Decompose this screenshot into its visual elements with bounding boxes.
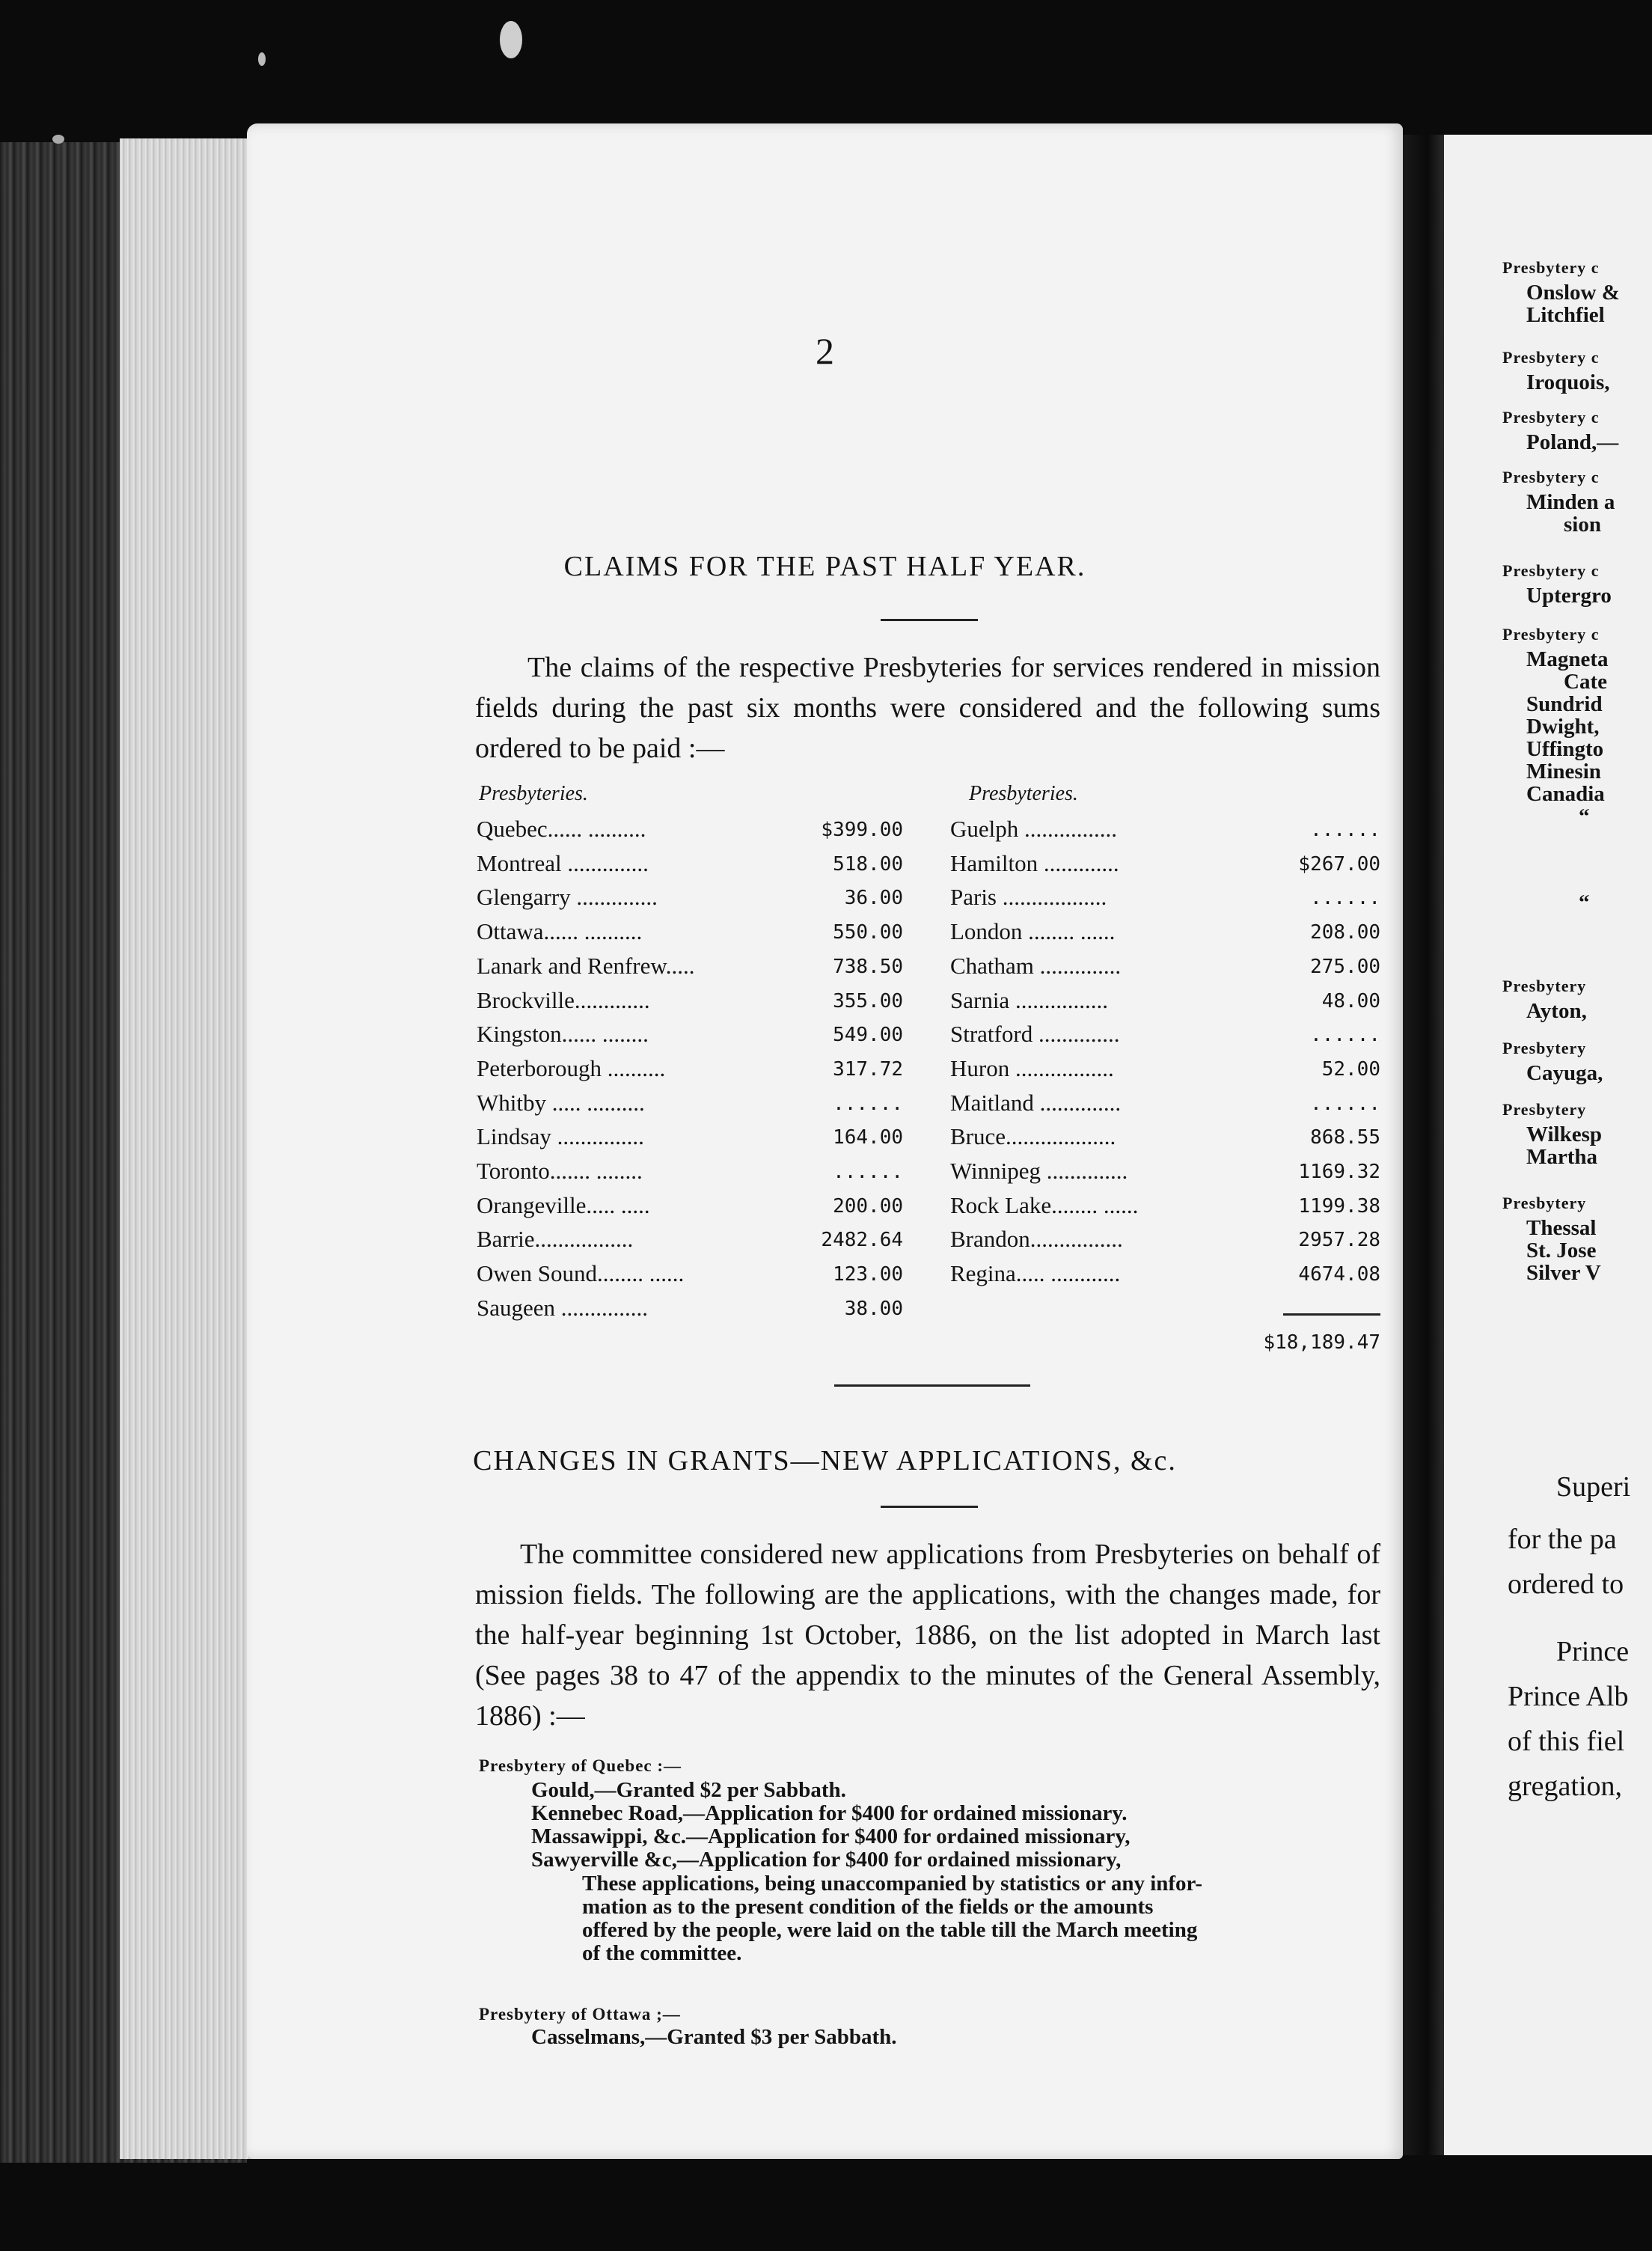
presbytery-name: Stratford ..............	[950, 1021, 1120, 1048]
claims-row	[950, 1055, 1380, 1088]
presbytery-name: Barrie.................	[477, 1226, 634, 1253]
claims-row	[950, 987, 1380, 1020]
right-page-line: Uptergro	[1526, 584, 1612, 608]
presbytery-name: Lanark and Renfrew.....	[477, 952, 695, 979]
right-page-line: Martha	[1526, 1145, 1598, 1169]
changes-paragraph: The committee considered new applications from Presbyteries on behalf of mission fields. The following are the applications, with the changes made, for the half-year beginning 1st October, 1886, on the list adopted in March last (See pages 38 to 47 of the appendix to the minutes of the General Assembly, 1886) :—	[475, 1539, 1380, 1732]
claim-amount: ......	[1310, 1024, 1380, 1047]
right-page-line: “	[1579, 804, 1590, 828]
right-page-line: Presbytery c	[1502, 468, 1600, 486]
right-page-line: Iroquois,	[1526, 370, 1610, 394]
claims-row	[950, 850, 1380, 883]
dust-speck	[52, 135, 64, 144]
right-page-line: Canadia	[1526, 782, 1605, 806]
right-page-line: St. Jose	[1526, 1238, 1597, 1262]
claims-row	[950, 1021, 1380, 1054]
application-item: Gould,—Granted $2 per Sabbath.	[531, 1778, 846, 1802]
claim-amount: 2482.64	[821, 1229, 903, 1252]
right-page-line: Ayton,	[1526, 999, 1587, 1023]
heading-changes: CHANGES IN GRANTS—NEW APPLICATIONS, &c.	[473, 1445, 1177, 1476]
presbytery-name: Owen Sound........ ......	[477, 1260, 685, 1287]
column-heading-left: Presbyteries.	[479, 782, 588, 805]
claim-amount: 36.00	[844, 887, 903, 910]
presbytery-name: Maitland ..............	[950, 1089, 1122, 1116]
presbytery-name: Glengarry ..............	[477, 884, 658, 911]
right-page-line: sion	[1564, 513, 1601, 537]
presbytery-name: Montreal ..............	[477, 849, 649, 876]
claim-amount: 868.55	[1310, 1126, 1380, 1149]
claim-amount: ......	[1310, 887, 1380, 910]
total-rule	[1283, 1313, 1380, 1316]
presbytery-name: Quebec...... ..........	[477, 816, 646, 842]
right-page-fragment	[1444, 135, 1652, 2155]
claims-row	[477, 1090, 903, 1123]
presbytery-name: Brockville.............	[477, 986, 650, 1013]
application-item: Sawyerville &c,—Application for $400 for ordained missionary,	[531, 1848, 1122, 1872]
right-page-line: Presbytery	[1502, 1100, 1587, 1119]
heading-rule-2	[881, 1506, 978, 1508]
claim-amount: 1169.32	[1298, 1161, 1380, 1183]
claims-row	[950, 1123, 1380, 1156]
note-line: of the committee.	[582, 1941, 742, 1965]
claims-row	[950, 1192, 1380, 1225]
presbytery-name: Winnipeg ..............	[950, 1158, 1128, 1184]
presbytery-name: Lindsay ...............	[477, 1123, 644, 1150]
presbytery-name: Brandon................	[950, 1226, 1123, 1253]
application-item: Kennebec Road,—Application for $400 for ordained missionary.	[531, 1801, 1128, 1825]
claim-amount: 2957.28	[1298, 1229, 1380, 1252]
claim-amount: $399.00	[821, 819, 903, 841]
intro-paragraph: The claims of the respective Presbyteries for services rendered in mission fields during the past six months were considered and the following sums ordered to be paid :—	[475, 652, 1380, 764]
presbytery-name: Bruce...................	[950, 1123, 1116, 1150]
claim-amount: 275.00	[1310, 955, 1380, 978]
presbytery-name: Kingston...... ........	[477, 1021, 649, 1048]
presbytery-name: Rock Lake........ ......	[950, 1191, 1139, 1218]
section-divider	[834, 1384, 1030, 1387]
presbytery-name: Paris ..................	[950, 884, 1107, 911]
claim-amount: 164.00	[833, 1126, 903, 1149]
right-page-line: Presbytery c	[1502, 258, 1600, 277]
right-page-line: “	[1579, 891, 1590, 914]
right-page-line: Poland,—	[1526, 430, 1619, 454]
right-page-line: Uffingto	[1526, 737, 1604, 761]
claim-amount: 52.00	[1321, 1057, 1380, 1081]
claim-amount: ......	[833, 1161, 903, 1183]
claims-row	[477, 953, 903, 986]
claims-row	[477, 816, 903, 849]
right-page-line: Presbytery	[1502, 1194, 1587, 1212]
right-page-line: Presbytery c	[1502, 408, 1600, 427]
right-page-line: Sundrid	[1526, 692, 1603, 716]
right-page-line: gregation,	[1508, 1771, 1623, 1802]
claim-amount: 200.00	[833, 1194, 903, 1218]
application-item: Casselmans,—Granted $3 per Sabbath.	[531, 2025, 897, 2049]
claim-amount: 738.50	[833, 955, 903, 978]
quebec-heading: Presbytery of Quebec :—	[479, 1756, 682, 1775]
claim-amount: 38.00	[844, 1297, 903, 1320]
presbytery-name: Chatham ..............	[950, 952, 1122, 979]
claim-amount: ......	[1310, 1092, 1380, 1115]
claim-amount: 123.00	[833, 1263, 903, 1286]
claims-row	[477, 884, 903, 917]
claim-amount: $267.00	[1298, 852, 1380, 876]
claims-row	[950, 1090, 1380, 1123]
claim-amount: 549.00	[833, 1024, 903, 1047]
presbytery-name: London ........ ......	[950, 918, 1116, 945]
claim-amount: 518.00	[833, 852, 903, 876]
note-line: offered by the people, were laid on the table till the March meeting	[582, 1918, 1198, 1942]
presbytery-name: Sarnia ................	[950, 986, 1108, 1013]
claims-row	[477, 1226, 903, 1259]
right-page-line: Presbytery	[1502, 1039, 1587, 1057]
presbytery-name: Peterborough ..........	[477, 1054, 666, 1081]
right-page-line: Cayuga,	[1526, 1061, 1603, 1085]
presbytery-name: Regina..... ............	[950, 1260, 1121, 1287]
claims-row	[950, 918, 1380, 951]
claim-amount: 4674.08	[1298, 1263, 1380, 1286]
application-item: Massawippi, &c.—Application for $400 for ordained missionary,	[531, 1824, 1131, 1848]
right-page-line: Prince Alb	[1508, 1681, 1629, 1712]
right-page-line: Presbytery	[1502, 977, 1587, 995]
claims-row	[477, 918, 903, 951]
claim-amount: ......	[833, 1092, 903, 1115]
claims-row	[477, 1295, 903, 1328]
claims-row	[950, 1158, 1380, 1191]
dust-speck	[500, 21, 522, 58]
claims-row	[477, 1260, 903, 1293]
right-page-line: ordered to	[1508, 1569, 1624, 1600]
total-amount: $18,189.47	[1263, 1331, 1380, 1354]
claims-row	[950, 953, 1380, 986]
page-number: 2	[816, 330, 834, 372]
claim-amount: 208.00	[1310, 921, 1380, 944]
presbytery-name: Orangeville..... .....	[477, 1191, 650, 1218]
left-page	[247, 123, 1403, 2159]
presbytery-name: Huron .................	[950, 1054, 1114, 1081]
presbytery-name: Toronto....... ........	[477, 1158, 643, 1184]
claims-row	[477, 1123, 903, 1156]
claim-amount: ......	[1310, 819, 1380, 841]
heading-claims: CLAIMS FOR THE PAST HALF YEAR.	[563, 551, 1086, 582]
right-page-line: Silver V	[1526, 1261, 1601, 1285]
presbytery-name: Whitby ..... ..........	[477, 1089, 645, 1116]
claims-row	[477, 1158, 903, 1191]
right-page-line: Onslow &	[1526, 281, 1620, 305]
right-page-line: Presbytery c	[1502, 348, 1600, 367]
claim-amount: 550.00	[833, 921, 903, 944]
book-gutter	[1403, 135, 1444, 2155]
claims-row	[950, 1226, 1380, 1259]
right-page-line: Cate	[1564, 670, 1607, 694]
claims-row	[477, 1192, 903, 1225]
presbytery-name: Saugeen ...............	[477, 1294, 649, 1321]
right-page-line: Presbytery c	[1502, 561, 1600, 580]
heading-rule	[881, 619, 978, 621]
claims-row	[477, 1055, 903, 1088]
claims-row	[477, 1021, 903, 1054]
right-page-line: Superi	[1556, 1471, 1631, 1503]
right-page-line: Litchfiel	[1526, 303, 1605, 327]
right-page-line: of this fiel	[1508, 1726, 1625, 1757]
right-page-line: Magneta	[1526, 647, 1609, 671]
claims-row	[477, 850, 903, 883]
right-page-line: for the pa	[1508, 1524, 1617, 1555]
dust-speck	[258, 52, 266, 66]
ottawa-heading: Presbytery of Ottawa ;—	[479, 2005, 681, 2024]
right-page-line: Thessal	[1526, 1216, 1597, 1240]
right-page-line: Prince	[1556, 1636, 1630, 1667]
presbytery-name: Ottawa...... ..........	[477, 918, 643, 945]
claim-amount: 1199.38	[1298, 1194, 1380, 1218]
right-page-line: Dwight,	[1526, 715, 1600, 739]
column-heading-right: Presbyteries.	[969, 782, 1078, 805]
claims-row	[950, 1260, 1380, 1293]
claims-row	[477, 987, 903, 1020]
right-page-line: Minden a	[1526, 490, 1615, 514]
claim-amount: 48.00	[1321, 989, 1380, 1013]
right-page-line: Minesin	[1526, 760, 1601, 784]
claims-row	[950, 884, 1380, 917]
right-page-line: Presbytery c	[1502, 625, 1600, 644]
presbytery-name: Hamilton .............	[950, 849, 1119, 876]
claim-amount: 317.72	[833, 1057, 903, 1081]
right-page-line: Wilkesp	[1526, 1123, 1603, 1146]
presbytery-name: Guelph ................	[950, 816, 1118, 842]
claim-amount: 355.00	[833, 989, 903, 1013]
note-line: These applications, being unaccompanied by statistics or any infor-	[582, 1872, 1202, 1896]
note-line: mation as to the present condition of the fields or the amounts	[582, 1895, 1154, 1919]
claims-row	[950, 816, 1380, 849]
page-stack-edge	[120, 138, 254, 2159]
